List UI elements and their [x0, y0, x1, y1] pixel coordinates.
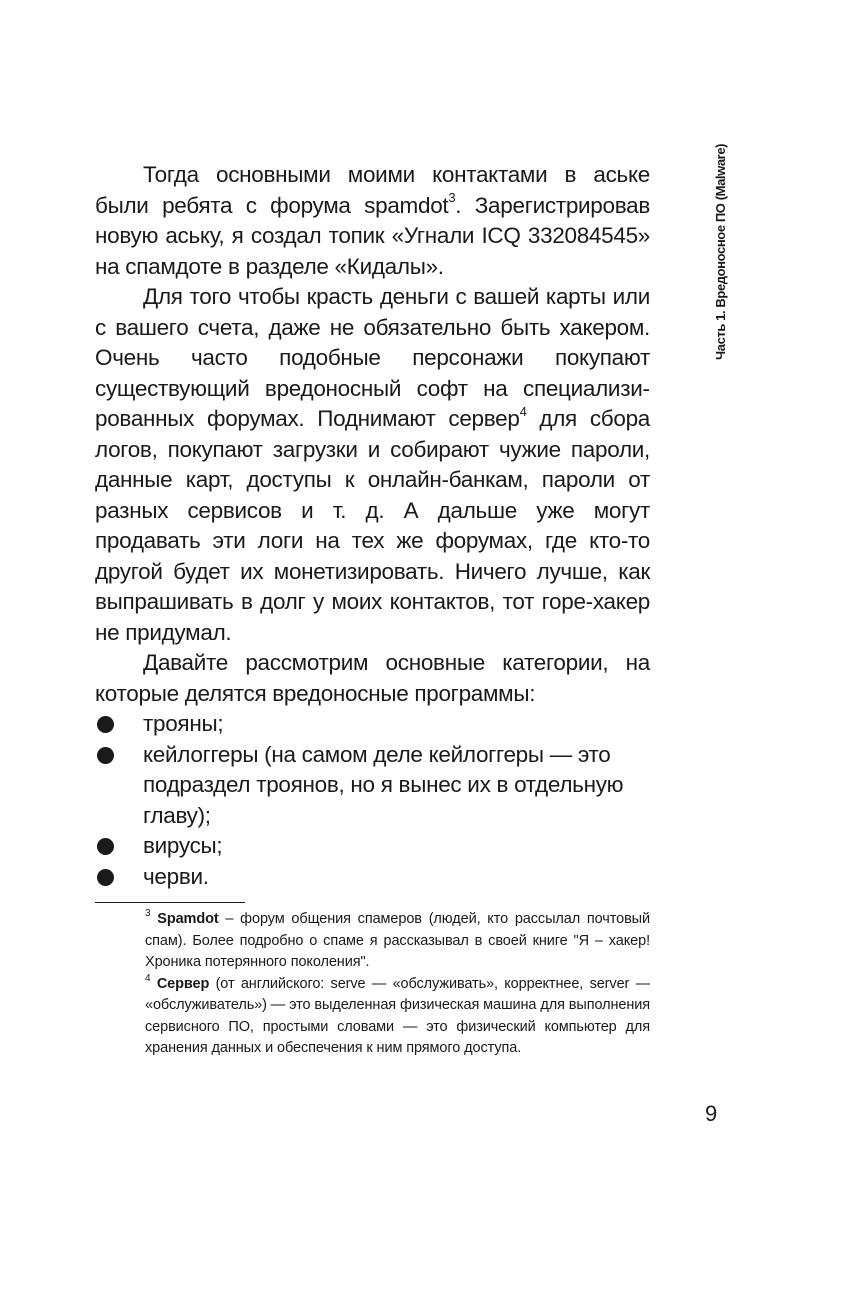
bullet-icon	[97, 747, 114, 764]
list-item	[95, 709, 650, 740]
paragraph-1	[95, 160, 650, 282]
list-item-text: вирусы;	[143, 833, 223, 858]
list-item	[95, 831, 650, 862]
list-item-text: кейлоггеры (на самом деле кейлоггеры — это подраздел троянов, но я вынес их в отдельную главу);	[143, 741, 624, 828]
footnote-divider	[95, 902, 245, 903]
paragraph-1-text-end: . Зарегистрировав новую аську, я создал топик «Угнали ICQ 332084545» на спамдоте в разделе «Кидалы».	[95, 192, 651, 279]
paragraph-2	[95, 282, 650, 648]
main-text	[95, 160, 650, 892]
list-item-text: трояны;	[143, 711, 224, 736]
running-head: Часть 1. Вредоносное ПО (Malware)	[713, 143, 728, 360]
paragraph-2-text-start: Для того чтобы красть деньги с вашей карты или с вашего счета, даже не обязательно быть хакером. Очень часто подобные персонажи покупают существующий вредоносный софт на специализированных форумах. Поднимают сервер	[95, 284, 650, 431]
footnotes	[145, 909, 650, 1060]
list-item	[95, 740, 650, 832]
bullet-icon	[97, 869, 114, 886]
footnote-term: Spamdot	[157, 911, 219, 927]
footnote-ref-4: 4	[519, 403, 527, 419]
footnote-term: Сервер	[156, 975, 210, 992]
footnote-3	[145, 909, 650, 974]
list-item-text: черви.	[143, 863, 209, 889]
malware-category-list	[95, 709, 650, 892]
footnote-text: – форум общения спамеров (людей, кто рассылал почтовый спам). Более подробно о спаме я рассказывал в своей книге "Я – хакер! Хроника потерянного поколения".	[145, 911, 650, 970]
bullet-icon	[97, 716, 114, 733]
footnote-4	[145, 974, 650, 1060]
paragraph-1-text-start: Тогда основными моими контактами в аське были ребята с форума spamdot	[95, 162, 650, 218]
footnote-ref-3: 3	[448, 190, 456, 205]
list-item	[95, 862, 650, 893]
paragraph-3: Давайте рассмотрим основные категории, на которые делятся вредоносные программы:	[95, 650, 650, 706]
footnote-mark: 4	[145, 972, 151, 984]
page-number: 9	[705, 1101, 718, 1126]
paragraph-2-text-end: для сбора логов, покупают загрузки и собирают чужие пароли, данные карт, доступы к онлайн-банкам, пароли от разных сервисов и т. д. А дальше уже могут продавать эти логи на тех же форумах, где кто-то другой будет их монетизировать. Ничего лучше, как выпрашивать в долг у моих контактов, тот горе-хакер не придумал.	[95, 406, 650, 645]
footnote-text: (от английского: serve — «обслуживать», корректнее, server — «обслуживатель») — это выделенная физическая машина для выполнения сервисного ПО, простыми словами — это физический компьютер для хранения данных и обеспечения к ним прямого доступа.	[145, 975, 650, 1056]
footnote-mark: 3	[145, 908, 151, 920]
bullet-icon	[97, 838, 114, 855]
